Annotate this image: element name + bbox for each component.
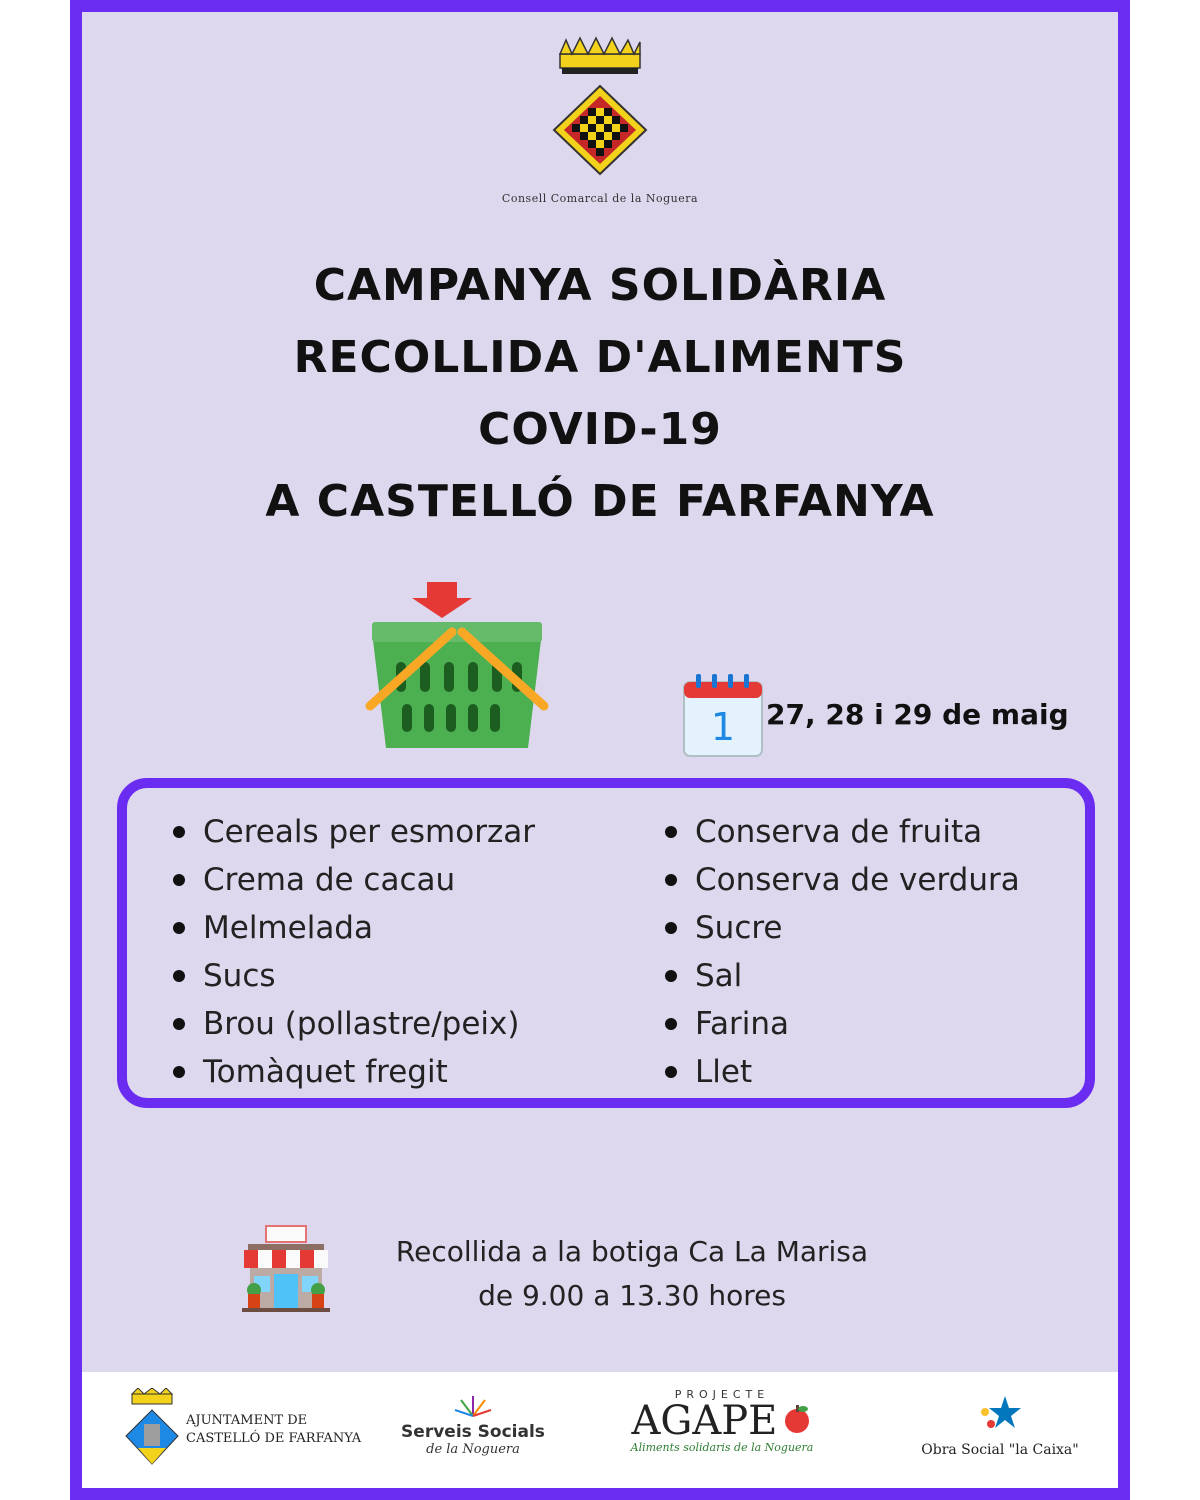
page-title <box>82 250 1118 538</box>
apple-icon <box>782 1404 812 1434</box>
org-name: Consell Comarcal de la Noguera <box>501 192 699 205</box>
sparkle-icon <box>453 1394 493 1418</box>
agape-sub: Aliments solidaris de la Noguera <box>630 1441 814 1454</box>
list-item: Llet <box>659 1048 1020 1096</box>
ajuntament-line-2: CASTELLÓ DE FARFANYA <box>186 1431 362 1446</box>
ajuntament-logo-text <box>186 1412 361 1448</box>
shop-icon <box>240 1224 332 1314</box>
calendar-icon <box>682 672 764 758</box>
list-item: Conserva de fruita <box>659 808 1020 856</box>
list-item: Crema de cacau <box>167 856 535 904</box>
list-item: Brou (pollastre/peix) <box>167 1000 535 1048</box>
shopping-basket-icon <box>362 572 552 762</box>
food-list-box <box>117 778 1095 1108</box>
la-caixa-logo <box>920 1394 1080 1458</box>
serveis-line-1: Serveis Socials <box>401 1422 545 1442</box>
crest-logo-icon <box>550 34 650 192</box>
agape-logo <box>622 1388 822 1454</box>
sponsor-footer <box>82 1372 1118 1488</box>
pickup-info <box>322 1230 942 1318</box>
food-list-left <box>167 808 535 1096</box>
title-line-4: A CASTELLÓ DE FARFANYA <box>265 476 935 527</box>
campaign-date: 27, 28 i 29 de maig <box>766 698 1069 731</box>
list-item: Farina <box>659 1000 1020 1048</box>
list-item: Conserva de verdura <box>659 856 1020 904</box>
poster <box>70 0 1130 1500</box>
list-item: Sucs <box>167 952 535 1000</box>
list-item: Cereals per esmorzar <box>167 808 535 856</box>
list-item: Sucre <box>659 904 1020 952</box>
calendar-day: 1 <box>710 705 736 749</box>
list-item: Melmelada <box>167 904 535 952</box>
list-item: Sal <box>659 952 1020 1000</box>
serveis-line-2: de la Noguera <box>426 1442 520 1457</box>
agape-name: AGAPE <box>631 1398 778 1444</box>
pickup-hours: de 9.00 a 13.30 hores <box>478 1279 786 1312</box>
pickup-location: Recollida a la botiga Ca La Marisa <box>395 1235 869 1268</box>
title-line-1: CAMPANYA SOLIDÀRIA <box>313 260 887 311</box>
ajuntament-line-1: AJUNTAMENT DE <box>186 1413 308 1428</box>
food-list-right <box>659 808 1020 1096</box>
title-line-3: COVID-19 <box>478 404 722 455</box>
agape-top: PROJECTE <box>674 1388 770 1401</box>
serveis-socials-logo <box>388 1394 558 1457</box>
ajuntament-crest-icon <box>124 1388 180 1468</box>
list-item: Tomàquet fregit <box>167 1048 535 1096</box>
caixa-star-icon <box>975 1394 1025 1434</box>
title-line-2: RECOLLIDA D'ALIMENTS <box>293 332 907 383</box>
agape-name-row <box>622 1398 822 1444</box>
caixa-text: Obra Social "la Caixa" <box>921 1442 1079 1458</box>
